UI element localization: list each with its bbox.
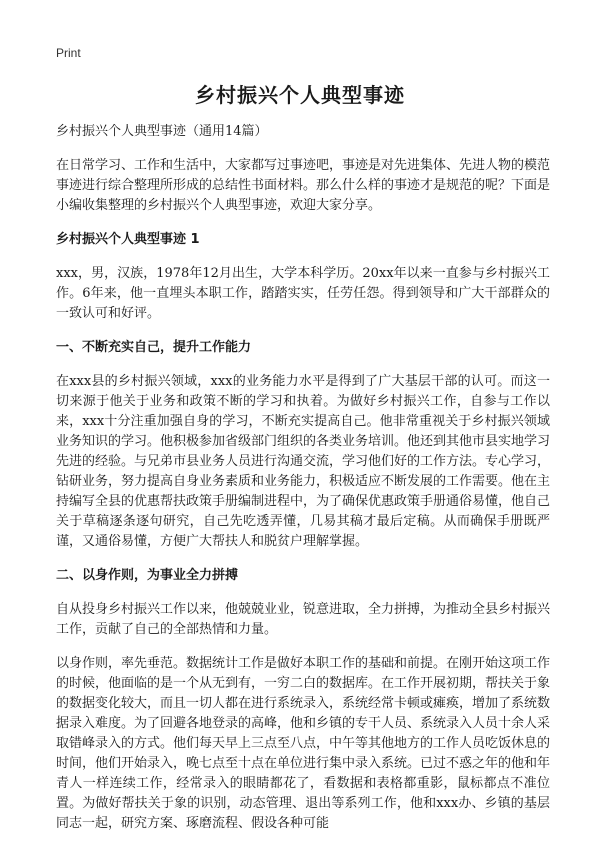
part-1-paragraph: 在xxx县的乡村振兴领域，xxx的业务能力水平是得到了广大基层干部的认可。而这一切来源于他关于业务和政策不断的学习和执着。为做好乡村振兴工作，自参与工作以来，xxx十分注重加强自身的学习，不断充实提高自己。他非常重视关于乡村振兴领域业务知识的学习。他积极参加省级部门组织的各类业务培训。他还到其他市县实地学习先进的经验。与兄弟市县业务人员进行沟通交流，学习他们好的工作方法。专心学习，钻研业务，努力提高自身业务素质和业务能力，积极适应不断发展的工作需要。他在主持编写全县的优惠帮扶政策手册编制进程中，为了确保优惠政策手册通俗易懂，他自己关于草稿逐条逐句研究，自己先吃透弄懂，几易其稿才最后定稿。从而确保手册既严谨，又通俗易懂，方便广大帮扶人和脱贫户理解掌握。 <box>56 374 551 549</box>
intro-paragraph: 在日常学习、工作和生活中，大家都写过事迹吧，事迹是对先进集体、先进人物的模范事迹进行综合整理所形成的总结性书面材料。那么什么样的事迹才是规范的呢？下面是小编收集整理的乡村振兴个人典型事迹，欢迎大家分享。 <box>56 158 551 213</box>
part-heading-2: 二、以身作则，为事业全力拼搏 <box>56 568 239 583</box>
page-title: 乡村振兴个人典型事迹 <box>195 83 405 107</box>
doc-subtitle: 乡村振兴个人典型事迹（通用14篇） <box>56 124 268 139</box>
part-2-paragraph-2: 以身作则，率先垂范。数据统计工作是做好本职工作的基础和前提。在刚开始这项工作的时候，他面临的是一个从无到有，一穷二白的数据库。在工作开展初期，帮扶关于象的数据变化较大，而且一切人都在进行系统录入，系统经常卡顿或瘫痪，增加了系统数据录入难度。为了回避各地登录的高峰，他和乡镇的专干人员、系统录入人员十余人采取错峰录入的方式。他们每天早上三点至八点，中午等其他地方的工作人员吃饭休息的时间，他们开始录入，晚七点至十点在单位进行集中录入系统。已过不惑之年的他和年青人一样连续工作，经常录入的眼睛都花了，看数据和表格都重影，鼠标都点不准位置。为做好帮扶关于象的识别，动态管理、退出等系列工作，他和xxx办、乡镇的基层同志一起，研究方案、琢磨流程、假设各种可能 <box>56 656 551 831</box>
section-heading-1: 乡村振兴个人典型事迹 1 <box>56 232 200 247</box>
section-1-paragraph: xxx，男，汉族，1978年12月出生，大学本科学历。20xx年以来一直参与乡村振兴工作。6年来，他一直埋头本职工作，踏踏实实，任劳任怨。得到领导和广大干部群众的一致认可和好评。 <box>56 266 550 321</box>
print-link[interactable]: Print <box>56 46 81 60</box>
article-body <box>56 122 550 848</box>
part-heading-1: 一、不断充实自己，提升工作能力 <box>56 340 252 355</box>
part-2-paragraph-1: 自从投身乡村振兴工作以来，他兢兢业业，锐意进取，全力拼搏，为推动全县乡村振兴工作，贡献了自己的全部热情和力量。 <box>56 602 551 637</box>
